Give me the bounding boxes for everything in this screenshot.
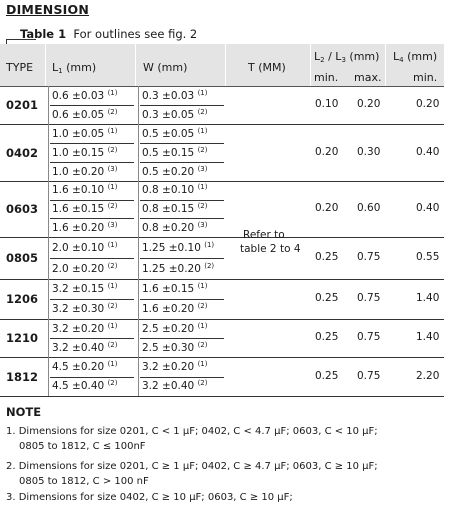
row-divider: [0, 279, 444, 280]
sub-divider: [140, 200, 224, 201]
w-value: 2.5 ±0.30 $^{(2)}$: [142, 340, 208, 354]
sub-divider: [50, 162, 134, 163]
row-divider: [0, 237, 444, 238]
header-divider: [225, 44, 226, 86]
w-value: 1.25 ±0.20 $^{(2)}$: [142, 261, 215, 275]
l2l3-max: 0.75: [357, 251, 381, 263]
l2l3-min: 0.25: [315, 292, 339, 304]
row-type: 1812: [6, 369, 39, 384]
sub-divider: [140, 377, 224, 378]
l4-min: 0.55: [416, 251, 440, 263]
sub-divider: [140, 143, 224, 144]
l4-min: 0.20: [416, 98, 440, 110]
l4-min: 1.40: [416, 292, 440, 304]
row-divider: [0, 181, 444, 182]
sub-divider: [50, 105, 134, 106]
w-value: 2.5 ±0.20 $^{(1)}$: [142, 321, 208, 335]
sub-divider: [140, 162, 224, 163]
l1-value: 1.6 ±0.15 $^{(2)}$: [52, 202, 118, 215]
l2l3-max: 0.75: [357, 331, 381, 343]
header-divider: [45, 44, 46, 86]
sub-divider: [50, 377, 134, 378]
l1-value: 1.6 ±0.10 $^{(1)}$: [52, 183, 118, 197]
l1-column-line: [48, 86, 49, 396]
header-l4: $L_4$ (mm): [393, 50, 438, 64]
sub-divider: [50, 258, 134, 259]
w-value: 0.3 ±0.05 $^{(2)}$: [142, 107, 208, 121]
refer-text-line-1: Refer to: [243, 229, 285, 241]
l1-value: 2.0 ±0.10 $^{(1)}$: [52, 240, 118, 254]
l1-value: 2.0 ±0.20 $^{(2)}$: [52, 261, 118, 275]
page-title: DIMENSION: [6, 2, 90, 17]
header-divider: [385, 44, 386, 86]
sub-divider: [140, 338, 224, 339]
table-caption-text: For outlines see fig. 2: [73, 27, 198, 41]
header-w: W (mm): [143, 61, 188, 74]
l1-value: 1.0 ±0.20 $^{(3)}$: [52, 164, 118, 178]
table-caption-label: Table 1: [20, 27, 67, 41]
sub-divider: [140, 299, 224, 300]
l1-value: 3.2 ±0.15 $^{(1)}$: [52, 282, 118, 295]
l2l3-min: 0.10: [315, 98, 339, 110]
row-divider: [0, 319, 444, 320]
sub-divider: [50, 143, 134, 144]
l2l3-max: 0.60: [357, 202, 381, 214]
l4-min: 1.40: [416, 331, 440, 343]
w-value: 0.5 ±0.05 $^{(1)}$: [142, 126, 208, 140]
w-value: 0.8 ±0.15 $^{(2)}$: [142, 202, 208, 215]
sub-divider: [140, 258, 224, 259]
l2l3-min: 0.20: [315, 145, 339, 158]
note-line: 3. Dimensions for size 0402, C ≥ 10 μF; 0603, C ≥ 10 μF;: [6, 492, 293, 503]
header-divider: [310, 44, 311, 86]
header-type: TYPE: [6, 61, 34, 74]
row-type: 0603: [6, 202, 39, 216]
l2l3-max: 0.75: [357, 292, 381, 304]
l1-value: 1.0 ±0.05 $^{(1)}$: [52, 126, 118, 140]
w-value: 1.6 ±0.20 $^{(2)}$: [142, 302, 208, 315]
l4-min: 0.40: [416, 202, 440, 214]
w-value: 0.8 ±0.10 $^{(1)}$: [142, 183, 208, 197]
note-line: 0805 to 1812, C ≤ 100nF: [19, 441, 146, 452]
l1-value: 4.5 ±0.40 $^{(2)}$: [52, 379, 118, 393]
header-bottom-divider: [0, 86, 444, 87]
header-l4-min: min.: [413, 71, 438, 84]
header-l2l3: $L_2 / L_3$ (mm): [314, 50, 380, 64]
l2l3-max: 0.75: [357, 369, 381, 382]
sub-divider: [50, 338, 134, 339]
row-type: 0201: [6, 98, 39, 112]
w-value: 1.25 ±0.10 $^{(1)}$: [142, 240, 215, 254]
table-caption: [20, 27, 197, 41]
l1-value: 0.6 ±0.03 $^{(1)}$: [52, 88, 118, 102]
sub-divider: [50, 299, 134, 300]
l2l3-min: 0.25: [315, 251, 339, 263]
note-line: 2. Dimensions for size 0201, C ≥ 1 μF; 0402, C ≥ 4.7 μF; 0603, C ≥ 10 μF;: [6, 461, 378, 472]
row-type: 0805: [6, 251, 39, 265]
w-column-line: [138, 86, 139, 396]
l1-value: 0.6 ±0.05 $^{(2)}$: [52, 107, 118, 121]
note-title: NOTE: [6, 405, 42, 419]
l2l3-min: 0.25: [315, 369, 339, 382]
sub-divider: [140, 105, 224, 106]
sub-divider: [140, 218, 224, 219]
w-value: 0.8 ±0.20 $^{(3)}$: [142, 220, 208, 234]
w-value: 3.2 ±0.40 $^{(2)}$: [142, 379, 208, 393]
row-divider: [0, 357, 444, 358]
l4-min: 0.40: [416, 145, 440, 158]
l2l3-max: 0.30: [357, 145, 381, 158]
row-divider: [0, 396, 444, 397]
w-value: 3.2 ±0.20 $^{(1)}$: [142, 359, 208, 373]
w-value: 0.5 ±0.15 $^{(2)}$: [142, 145, 208, 159]
l1-value: 3.2 ±0.20 $^{(1)}$: [52, 321, 118, 335]
l1-value: 3.2 ±0.30 $^{(2)}$: [52, 302, 118, 315]
row-divider: [0, 124, 444, 125]
l2l3-min: 0.20: [315, 202, 339, 214]
l1-value: 3.2 ±0.40 $^{(2)}$: [52, 340, 118, 354]
sub-divider: [50, 218, 134, 219]
w-value: 1.6 ±0.15 $^{(1)}$: [142, 282, 208, 295]
row-type: 1206: [6, 292, 39, 306]
header-l1: $L_1$ (mm): [52, 61, 97, 75]
w-value: 0.3 ±0.03 $^{(1)}$: [142, 88, 208, 102]
sub-divider: [50, 200, 134, 201]
row-type: 0402: [6, 145, 39, 160]
note-line: 0805 to 1812, C > 100 nF: [19, 476, 149, 487]
note-line: 1. Dimensions for size 0201, C < 1 μF; 0402, C < 4.7 μF; 0603, C < 10 μF;: [6, 426, 378, 437]
l1-value: 4.5 ±0.20 $^{(1)}$: [52, 359, 118, 373]
l1-value: 1.0 ±0.15 $^{(2)}$: [52, 145, 118, 159]
l2l3-min: 0.25: [315, 331, 339, 343]
l1-value: 1.6 ±0.20 $^{(3)}$: [52, 220, 118, 234]
row-type: 1210: [6, 331, 39, 345]
header-divider: [135, 44, 136, 86]
l2l3-max: 0.20: [357, 98, 381, 110]
w-value: 0.5 ±0.20 $^{(3)}$: [142, 164, 208, 178]
header-l2l3-max: max.: [354, 71, 382, 84]
header-l2l3-min: min.: [314, 71, 339, 84]
header-t: T (MM): [248, 61, 286, 74]
l4-min: 2.20: [416, 369, 440, 382]
refer-text-line-2: table 2 to 4: [240, 243, 301, 255]
